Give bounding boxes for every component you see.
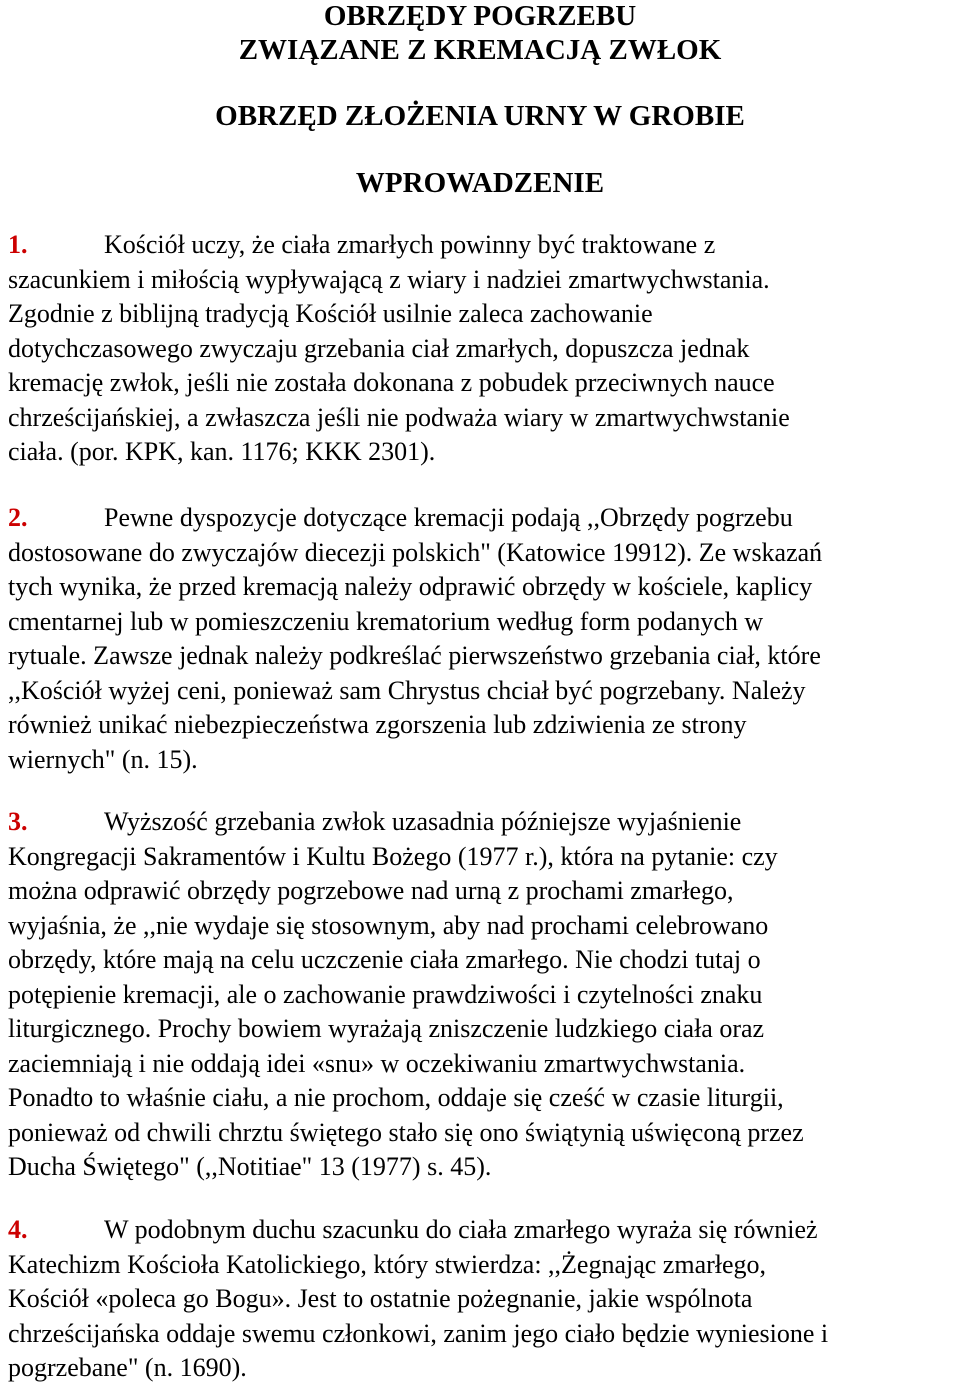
paragraph-line: dotychczasowego zwyczaju grzebania ciał zmarłych, dopuszcza jednak	[8, 333, 750, 363]
paragraph-line: potępienie kremacji, ale o zachowanie prawdziwości i czytelności znaku	[8, 979, 763, 1009]
paragraph-number: 2.	[8, 503, 28, 532]
paragraph-line: obrzędy, które mają na celu uczczenie ciała zmarłego. Nie chodzi tutaj o	[8, 945, 761, 974]
paragraph-number: 1.	[8, 230, 28, 259]
paragraph-line: Zgodnie z biblijną tradycją Kościół usilnie zaleca zachowanie	[8, 299, 653, 328]
subtitle: OBRZĘD ZŁOŻENIA URNY W GROBIE	[215, 100, 745, 132]
paragraph-line: ,,Kościół wyżej ceni, ponieważ sam Chrystus chciał być pogrzebany. Należy	[8, 675, 806, 705]
paragraph-line: Katechizm Kościoła Katolickiego, który stwierdza: ,,Żegnając zmarłego,	[8, 1249, 767, 1279]
paragraph-text: W podobnym duchu szacunku do ciała zmarłego wyraża się również	[104, 1215, 818, 1244]
paragraph-line: Ducha Świętego" (,,Notitiae" 13 (1977) s. 45).	[8, 1152, 492, 1181]
paragraph-text: Pewne dyspozycje dotyczące kremacji podają ,,Obrzędy pogrzebu	[104, 503, 793, 532]
paragraph-line: można odprawić obrzędy pogrzebowe nad urną z prochami zmarłego,	[8, 876, 734, 905]
paragraph-line: chrześcijańska oddaje swemu członkowi, zanim jego ciało będzie wyniesione i	[8, 1318, 829, 1348]
paragraph-line	[8, 1213, 958, 1248]
paragraph-line: Ponadto to właśnie ciału, a nie prochom, oddaje się cześć w czasie liturgii,	[8, 1083, 784, 1112]
paragraph-4	[8, 1213, 958, 1386]
paragraph-line: kremację zwłok, jeśli nie została dokonana z pobudek przeciwnych nauce	[8, 368, 775, 397]
paragraph-text: Kościół uczy, że ciała zmarłych powinny być traktowane z	[104, 230, 716, 259]
title-line-2: ZWIĄZANE Z KREMACJĄ ZWŁOK	[238, 34, 722, 66]
paragraph-line: ponieważ od chwili chrztu świętego stało się ono świątynią uświęconą przez	[8, 1117, 804, 1147]
paragraph-line: Kongregacji Sakramentów i Kultu Bożego (1977 r.), która na pytanie: czy	[8, 841, 778, 871]
paragraph-2	[8, 501, 958, 777]
paragraph-line: cmentarnej lub w pomieszczeniu krematorium według form podanych w	[8, 606, 764, 636]
paragraph-line: szacunkiem i miłością wypływającą z wiary i nadziei zmartwychwstania.	[8, 264, 770, 294]
paragraph-line: Kościół «poleca go Bogu». Jest to ostatnie pożegnanie, jakie wspólnota	[8, 1284, 753, 1313]
paragraph-number: 4.	[8, 1215, 28, 1244]
paragraph-1	[8, 228, 958, 470]
section-heading: WPROWADZENIE	[355, 167, 605, 199]
paragraph-line: ciała. (por. KPK, kan. 1176; KKK 2301).	[8, 437, 436, 466]
paragraph-line: wiernych" (n. 15).	[8, 744, 198, 774]
paragraph-line	[8, 805, 958, 840]
paragraph-line: chrześcijańskiej, a zwłaszcza jeśli nie podważa wiary w zmartwychwstanie	[8, 402, 790, 432]
title-line-1: OBRZĘDY POGRZEBU	[323, 0, 637, 32]
paragraph-line: również unikać niebezpieczeństwa zgorszenia lub zdziwienia ze strony	[8, 710, 747, 739]
paragraph-line: wyjaśnia, że ,,nie wydaje się stosownym, aby nad prochami celebrowano	[8, 910, 769, 940]
paragraph-line: pogrzebane" (n. 1690).	[8, 1353, 247, 1382]
paragraph-line	[8, 501, 958, 536]
paragraph-line: dostosowane do zwyczajów diecezji polskich" (Katowice 19912). Ze wskazań	[8, 537, 823, 567]
paragraph-3	[8, 805, 958, 1185]
paragraph-text: Wyższość grzebania zwłok uzasadnia późniejsze wyjaśnienie	[104, 807, 742, 836]
paragraph-line: zaciemniają i nie oddają idei «snu» w oczekiwaniu zmartwychwstania.	[8, 1048, 746, 1078]
paragraph-number: 3.	[8, 807, 28, 836]
paragraph-line: tych wynika, że przed kremacją należy odprawić obrzędy w kościele, kaplicy	[8, 572, 813, 601]
paragraph-line	[8, 228, 958, 263]
paragraph-line: liturgicznego. Prochy bowiem wyrażają zniszczenie ludzkiego ciała oraz	[8, 1014, 765, 1043]
paragraph-line: rytuale. Zawsze jednak należy podkreślać pierwszeństwo grzebania ciał, które	[8, 641, 821, 670]
